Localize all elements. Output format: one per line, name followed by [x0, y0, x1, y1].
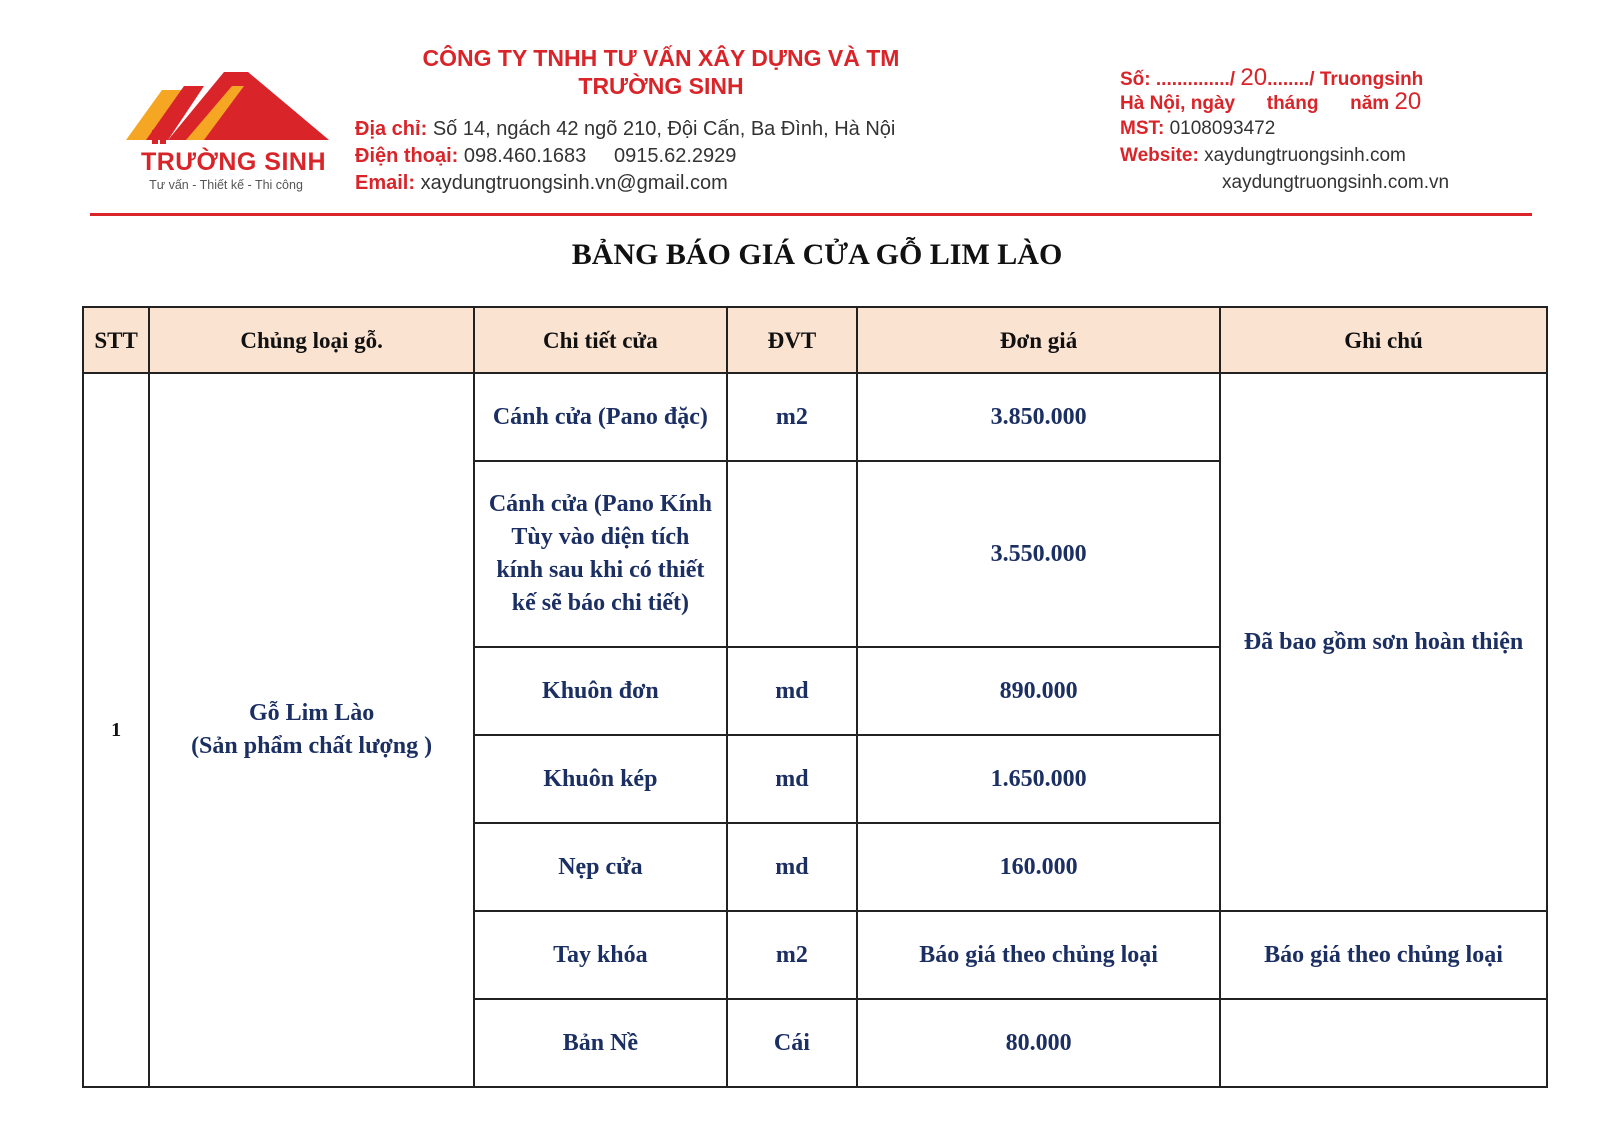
cell-unit: m2: [727, 911, 857, 999]
cell-unit: md: [727, 735, 857, 823]
header-stt: STT: [83, 307, 149, 373]
mst-value: 0108093472: [1169, 118, 1276, 139]
mst-label: MST:: [1120, 118, 1165, 139]
header-note: Ghi chú: [1220, 307, 1547, 373]
company-name-line2: TRƯỜNG SINH: [578, 73, 744, 99]
address-label: Địa chỉ:: [355, 118, 428, 140]
website-value-1: xaydungtruongsinh.com: [1204, 145, 1406, 166]
tax-code-row: [1120, 118, 1275, 140]
company-logo: [124, 68, 344, 198]
header-unit: ĐVT: [727, 307, 857, 373]
company-name-line1: CÔNG TY TNHH TƯ VẤN XÂY DỰNG VÀ TM: [422, 45, 900, 71]
phone-row: [355, 145, 736, 168]
wood-type-quality: (Sản phẩm chất lượng ): [191, 733, 433, 759]
cell-price: 80.000: [857, 999, 1220, 1087]
house-roof-icon: [124, 68, 344, 158]
website-value-2: xaydungtruongsinh.com.vn: [1222, 172, 1450, 193]
so-label: Số: ............../: [1120, 69, 1236, 90]
header-divider: [90, 213, 1532, 216]
document-date: [1120, 88, 1421, 116]
cell-unit: m2: [727, 373, 857, 461]
cell-wood-type: [149, 373, 474, 1087]
cell-price: 890.000: [857, 647, 1220, 735]
cell-detail: Khuôn kép: [474, 735, 727, 823]
header-detail: Chi tiết cửa: [474, 307, 727, 373]
cell-unit: Cái: [727, 999, 857, 1087]
header-price: Đơn giá: [857, 307, 1220, 373]
email-row: [355, 172, 728, 195]
cell-price: 3.550.000: [857, 461, 1220, 647]
cell-stt: 1: [83, 373, 149, 1087]
cell-price: 1.650.000: [857, 735, 1220, 823]
address-value: Số 14, ngách 42 ngõ 210, Đội Cấn, Ba Đình, Hà Nội: [432, 118, 896, 140]
wood-type-name: Gỗ Lim Lào: [248, 700, 375, 726]
date-year: 20: [1394, 88, 1422, 115]
phone-value: 098.460.1683 0915.62.2929: [463, 145, 737, 167]
cell-detail: Bản Nề: [474, 999, 727, 1087]
email-value: xaydungtruongsinh.vn@gmail.com: [420, 172, 728, 194]
website-label: Website:: [1120, 145, 1199, 166]
cell-unit: [727, 461, 857, 647]
cell-detail: Tay khóa: [474, 911, 727, 999]
cell-note: [1220, 999, 1547, 1087]
cell-price: Báo giá theo chủng loại: [857, 911, 1220, 999]
cell-detail: Nẹp cửa: [474, 823, 727, 911]
email-label: Email:: [355, 172, 416, 194]
table-row: [83, 373, 1547, 461]
cell-detail: Khuôn đơn: [474, 647, 727, 735]
so-year: 20: [1240, 64, 1268, 91]
cell-price: 160.000: [857, 823, 1220, 911]
date-text: Hà Nội, ngày tháng năm: [1120, 93, 1390, 114]
cell-unit: md: [727, 823, 857, 911]
address-row: [355, 118, 895, 141]
cell-price: 3.850.000: [857, 373, 1220, 461]
cell-note: Báo giá theo chủng loại: [1220, 911, 1547, 999]
table-header-row: [83, 307, 1547, 373]
logo-tagline: Tư vấn - Thiết kế - Thi công: [149, 178, 303, 192]
company-name: [350, 44, 972, 100]
cell-note-merged: Đã bao gồm sơn hoàn thiện: [1220, 373, 1547, 911]
price-table: [82, 306, 1548, 1088]
logo-text: TRƯỜNG SINH: [140, 148, 327, 176]
so-suffix: ......../ Truongsinh: [1267, 69, 1424, 90]
cell-detail: Cánh cửa (Pano Kính Tùy vào diện tích kính sau khi có thiết kế sẽ báo chi tiết): [474, 461, 727, 647]
phone-label: Điện thoại:: [355, 145, 459, 167]
cell-unit: md: [727, 647, 857, 735]
website-row: [1120, 145, 1406, 167]
document-title: BẢNG BÁO GIÁ CỬA GỖ LIM LÀO: [571, 238, 1063, 271]
cell-detail: Cánh cửa (Pano đặc): [474, 373, 727, 461]
header-wood-type: Chủng loại gỗ.: [149, 307, 474, 373]
